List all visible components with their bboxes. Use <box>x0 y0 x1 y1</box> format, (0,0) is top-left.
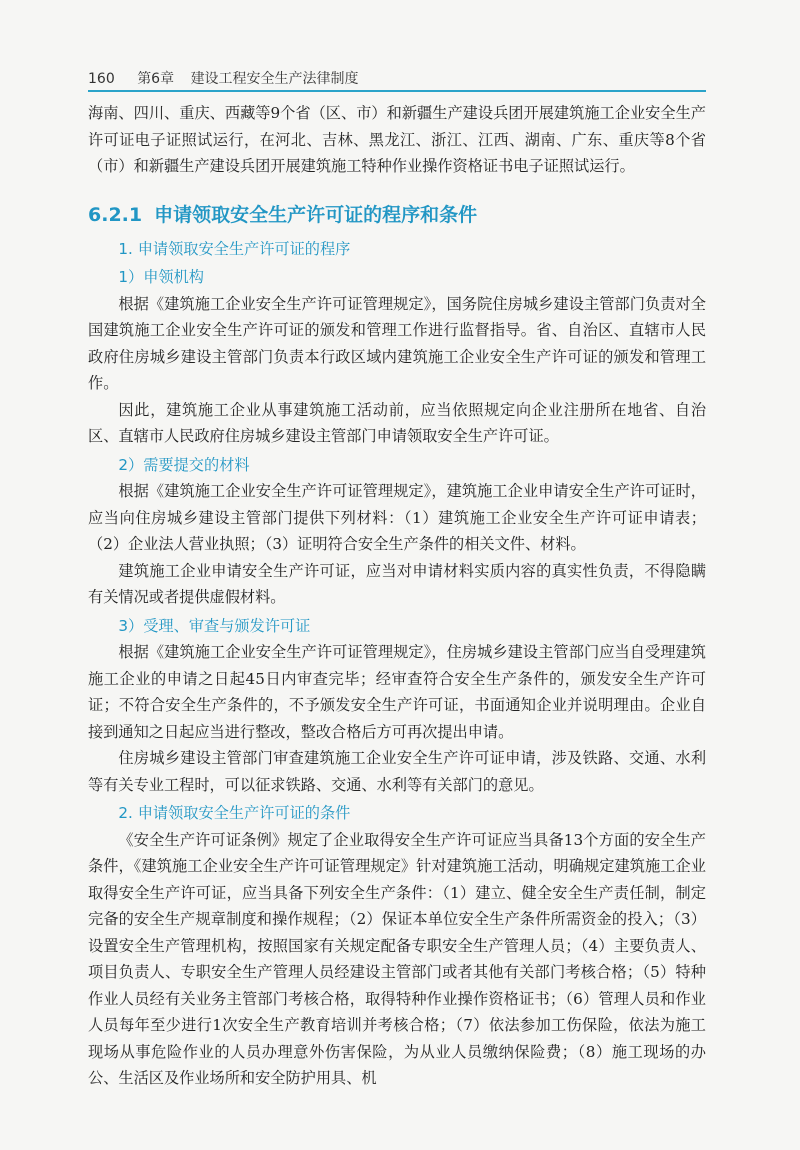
paragraph: 根据《建筑施工企业安全生产许可证管理规定》，住房城乡建设主管部门应当自受理建筑施工企业的申请之日起45日内审查完毕；经审查符合安全生产条件的，颁发安全生产许可证；不符合安全生产条件的，不予颁发安全生产许可证，书面通知企业并说明理由。企业自接到通知之日起应当进行整改，整改合格后方可再次提出申请。 <box>88 643 706 741</box>
item-heading-materials: 2）需要提交的材料 <box>118 455 250 474</box>
intro-paragraph: 海南、四川、重庆、西藏等9个省（区、市）和新疆生产建设兵团开展建筑施工企业安全生产许可证电子证照试运行，在河北、吉林、黑龙江、浙江、江西、湖南、广东、重庆等8个省（市）和新疆生产建设兵团开展建筑施工特种作业操作资格证书电子证照试运行。 <box>88 104 706 175</box>
running-header <box>88 68 706 88</box>
paragraph: 《安全生产许可证条例》规定了企业取得安全生产许可证应当具备13个方面的安全生产条件，《建筑施工企业安全生产许可证管理规定》针对建筑施工活动，明确规定建筑施工企业取得安全生产许可证，应当具备下列安全生产条件：（1）建立、健全安全生产责任制，制定完备的安全生产规章制度和操作规程；（2）保证本单位安全生产条件所需资金的投入；（3）设置安全生产管理机构，按照国家有关规定配备专职安全生产管理人员；（4）主要负责人、项目负责人、专职安全生产管理人员经建设主管部门或者其他有关部门考核合格；（5）特种作业人员经有关业务主管部门考核合格，取得特种作业操作资格证书；（6）管理人员和作业人员每年至少进行1次安全生产教育培训并考核合格；（7）依法参加工伤保险，依法为施工现场从事危险作业的人员办理意外伤害保险，为从业人员缴纳保险费；（8）施工现场的办公、生活区及作业场所和安全防护用具、机 <box>88 830 706 1087</box>
chapter-label: 第6章 <box>137 71 175 87</box>
paragraph: 根据《建筑施工企业安全生产许可证管理规定》，国务院住房城乡建设主管部门负责对全国建筑施工企业安全生产许可证的颁发和管理工作进行监督指导。省、自治区、直辖市人民政府住房城乡建设主管部门负责本行政区域内建筑施工企业安全生产许可证的颁发和管理工作。 <box>88 294 706 392</box>
item-heading-review: 3）受理、审查与颁发许可证 <box>118 616 311 635</box>
header-rule <box>88 90 706 92</box>
paragraph: 住房城乡建设主管部门审查建筑施工企业安全生产许可证申请，涉及铁路、交通、水利等有关专业工程时，可以征求铁路、交通、水利等有关部门的意见。 <box>88 749 706 794</box>
item-heading-authority: 1）申领机构 <box>118 268 204 286</box>
section-heading <box>88 200 706 230</box>
section-title: 申请领取安全生产许可证的程序和条件 <box>154 203 478 226</box>
chapter-title: 建设工程安全生产法律制度 <box>190 71 359 87</box>
paragraph: 根据《建筑施工企业安全生产许可证管理规定》，建筑施工企业申请安全生产许可证时，应当向住房城乡建设主管部门提供下列材料：（1）建筑施工企业安全生产许可证申请表；（2）企业法人营业执照；（3）证明符合安全生产条件的相关文件、材料。 <box>88 482 706 553</box>
paragraph: 建筑施工企业申请安全生产许可证，应当对申请材料实质内容的真实性负责，不得隐瞒有关情况或者提供虚假材料。 <box>88 561 706 606</box>
subheading-procedure: 1. 申请领取安全生产许可证的程序 <box>118 239 351 258</box>
page-number: 160 <box>88 71 115 87</box>
page-body <box>88 100 706 1092</box>
subheading-conditions: 2. 申请领取安全生产许可证的条件 <box>118 804 351 822</box>
paragraph: 因此，建筑施工企业从事建筑施工活动前，应当依照规定向企业注册所在地省、自治区、直辖市人民政府住房城乡建设主管部门申请领取安全生产许可证。 <box>88 400 706 445</box>
section-number: 6.2.1 <box>88 203 143 226</box>
